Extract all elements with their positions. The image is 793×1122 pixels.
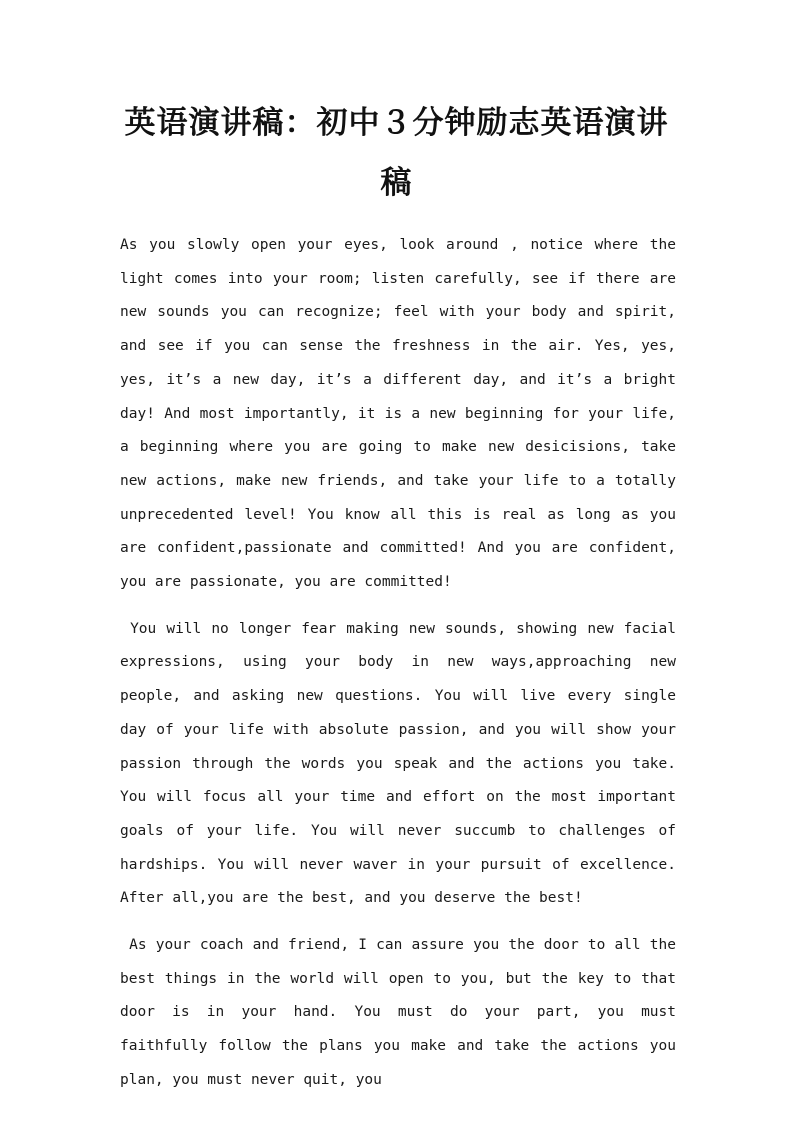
page-title: 英语演讲稿：初中３分钟励志英语演讲稿 [124,105,669,201]
speech-body [120,229,685,1111]
paragraph-1: As you slowly open your eyes, look around , notice where the light comes into your room; listen carefully, see if there are new sounds you can recognize; feel with your body and spirit, and see if you can sense the freshness in the air. Yes, yes, yes, it’s a new day, it’s a different day, and it’s a bright day! And most importantly, it is a new beginning for your life, a beginning where you are going to make new desicisions, take new actions, make new friends, and take your life to a totally unprecedented level! You know all this is real as long as you are confident,passionate and committed! And you are confident, you are passionate, you are committed! [120,237,685,591]
paragraph-2: You will no longer fear making new sounds, showing new facial expressions, using your body in new ways,approaching new people, and asking new questions. You will live every single day of your life with absolute passion, and you will show your passion through the words you speak and the actions you take. You will focus all your time and effort on the most important goals of your life. You will never succumb to challenges of hardships. You will never waver in your pursuit of excellence. After all,you are the best, and you deserve the best! [120,620,685,907]
paragraph-3: As your coach and friend, I can assure you the door to all the best things in the world will open to you, but the key to that door is in your hand. You must do your part, you must faithfully follow the plans you make and take the actions you plan, you must never quit, you [120,937,685,1088]
